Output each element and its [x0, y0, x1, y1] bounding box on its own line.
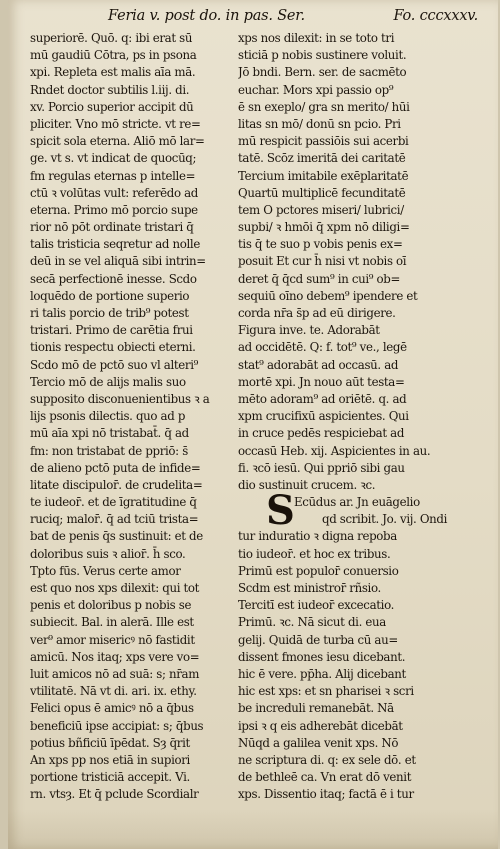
text-line-content: in cruce pedēs respiciebat ad	[238, 426, 405, 441]
running-header	[108, 8, 478, 28]
text-line	[238, 271, 452, 288]
text-line	[30, 477, 236, 494]
text-line-content: occasū Heb. xij. Aspicientes in au.	[238, 443, 431, 458]
text-line	[30, 700, 236, 717]
text-line-content: An xps pp nos etiā in supiori	[30, 752, 190, 767]
text-line-content: lijs psonis dilectis. quo ad p	[30, 409, 186, 424]
text-line-content: est quo nos xps dilexit: qui tot	[30, 581, 200, 595]
text-line-content: Nūqd a galilea venit xps. Nō	[238, 735, 399, 750]
text-line-content: spicit sola eterna. Aliō mō lar=	[30, 134, 205, 149]
text-line	[238, 64, 452, 81]
text-line-content: rior nō pōt ordinate tristari q̄	[30, 220, 194, 235]
text-line-content: hic ē vere. pp̄ha. Alij dicebant	[238, 666, 406, 681]
text-line-content: eterna. Primo mō porcio supe	[30, 202, 198, 217]
text-line-content: be increduli remanebāt. Nā	[238, 701, 394, 716]
text-line	[238, 116, 452, 133]
drop-cap-initial: S	[266, 487, 295, 535]
text-line-content: xpi. Repleta est malis aīa mā.	[30, 65, 196, 80]
text-line-content: euchar. Mors xpi passio op⁹	[238, 82, 394, 97]
text-line-content: Scdm est ministror̄ rñsio.	[238, 581, 381, 595]
text-line	[30, 374, 236, 391]
text-line	[238, 425, 452, 442]
text-line	[238, 718, 452, 735]
text-line	[30, 460, 236, 477]
right-text-column	[238, 30, 452, 803]
text-line-content: xps nos dilexit: in se toto tri	[238, 31, 395, 45]
text-line	[238, 150, 452, 167]
text-line-content: ruciq; malor̄. q̄ ad tciū trista=	[30, 512, 199, 527]
text-line	[30, 494, 236, 511]
text-line-content: hic est xps: et sn pharisei ꝛ scri	[238, 684, 414, 699]
text-line-content: portione tristiciā accepit. Vi.	[30, 770, 190, 785]
text-line-content: posuit Et cur h̄ nisi vt nobis oī	[238, 254, 407, 269]
text-line-content: rn. vtsȝ. Et q̄ pclude Scordialr	[30, 787, 199, 802]
text-line-content: tatē. Scōz imeritā dei caritatē	[238, 151, 406, 166]
text-line-content: ad occidētē. Q: f. tot⁹ ve., legē	[238, 340, 407, 355]
text-line-content: mū aīa xpi nō tristabat̄. q̄ ad	[30, 426, 189, 441]
text-line-content: Ecūdus ar. Jn euāgelio	[294, 495, 420, 510]
text-line	[238, 82, 452, 99]
text-line-content: fm regulas eternas p intelle=	[30, 168, 196, 183]
text-line-content: dio sustinuit crucem. ꝛc.	[238, 477, 376, 492]
text-line	[238, 408, 452, 425]
text-line	[30, 408, 236, 425]
text-line	[238, 185, 452, 202]
text-line	[30, 614, 236, 631]
text-line-content: Rndet doctor subtilis l.iij. di.	[30, 82, 190, 97]
text-line	[294, 511, 452, 528]
text-line	[238, 339, 452, 356]
text-line-content: loquēdo de portione superio	[30, 288, 190, 303]
text-line-content: mortē xpi. Jn nouo aūt testa=	[238, 374, 405, 389]
text-line	[238, 597, 452, 614]
text-line	[30, 391, 236, 408]
text-line	[238, 305, 452, 322]
text-line-content: ri talis porcio de trib⁹ potest	[30, 306, 189, 320]
text-line	[30, 185, 236, 202]
text-line	[30, 357, 236, 374]
text-line	[238, 357, 452, 374]
text-line-content: secā perfectionē inesse. Scdo	[30, 271, 197, 286]
text-line-content: amicū. Nos itaq; xps vere vo=	[30, 649, 200, 664]
text-line-content: sequiū oīno debem⁹ ipendere et	[238, 288, 418, 303]
text-line-content: fm: non tristabat de ppriō: s̄	[30, 443, 188, 458]
text-line	[238, 322, 452, 339]
text-line-content: talis tristicia seqretur ad nolle	[30, 237, 200, 252]
text-line	[238, 580, 452, 597]
text-line-content: qd scribit. Jo. vij. Ondi	[322, 512, 448, 527]
text-line	[238, 374, 452, 391]
text-line	[238, 236, 452, 253]
text-line-content: ē sn exeplo/ gra sn merito/ hūi	[238, 99, 410, 114]
text-line	[30, 236, 236, 253]
text-line	[238, 632, 452, 649]
text-line	[238, 133, 452, 150]
text-line-content: Felici opus ē amicꝰ nō a q̄bus	[30, 701, 194, 716]
text-line	[30, 511, 236, 528]
text-line	[238, 563, 452, 580]
text-line-content: gelij. Quidā de turba cū au=	[238, 632, 398, 647]
text-line-content: Tercio mō de alijs malis suo	[30, 374, 186, 389]
text-line	[30, 322, 236, 339]
text-line	[30, 30, 236, 47]
text-line-content: superiorē. Quō. q: ibi erat sū	[30, 31, 193, 45]
text-line	[238, 546, 452, 563]
text-line	[30, 271, 236, 288]
text-line-content: pliciter. Vno mō stricte. vt re=	[30, 116, 201, 131]
text-line-content: vtilitatē. Nā vt di. ari. ix. ethy.	[30, 684, 197, 699]
text-line	[238, 614, 452, 631]
text-line	[238, 786, 452, 803]
text-line	[238, 391, 452, 408]
folio-number: Fo. cccxxxv.	[393, 8, 478, 24]
text-line	[30, 752, 236, 769]
text-line	[238, 443, 452, 460]
text-line-content: dissent fmones iesu dicebant.	[238, 649, 406, 664]
text-line-content: luit amicos nō ad suā: s; nr̄am	[30, 666, 200, 681]
text-line-content: ver⁹ amor misericꝰ nō fastidit	[30, 632, 195, 647]
text-line	[238, 683, 452, 700]
text-line	[238, 460, 452, 477]
text-line-content: supposito disconuenientibus ꝛ a	[30, 391, 210, 406]
text-line-content: penis et doloribus p nobis se	[30, 598, 192, 613]
text-line-content: stat⁹ adorabāt ad occasū. ad	[238, 357, 399, 372]
text-line-content: ne scriptura di. q: ex sele dō. et	[238, 752, 416, 767]
text-line	[30, 219, 236, 236]
text-line	[30, 168, 236, 185]
text-line	[30, 253, 236, 270]
text-line-content: mū gaudiū Cōtra, ps in psona	[30, 48, 197, 63]
text-line-content: Jō bndi. Bern. ser. de sacmēto	[238, 65, 407, 80]
left-text-column	[30, 30, 236, 803]
text-line	[238, 168, 452, 185]
text-line	[30, 580, 236, 597]
text-line	[30, 64, 236, 81]
text-line	[30, 649, 236, 666]
text-line	[30, 546, 236, 563]
text-line-content: te iudeor̄. et de īgratitudine q̄	[30, 495, 197, 510]
text-line	[30, 305, 236, 322]
text-line-content: de alieno pctō puta de infide=	[30, 460, 201, 475]
text-line	[238, 477, 452, 494]
text-line-content: beneficiū ipse accipiat: s; q̄bus	[30, 718, 204, 733]
text-line	[238, 649, 452, 666]
text-line	[30, 786, 236, 803]
text-line	[30, 47, 236, 64]
text-line-content: mū respicit passiōis sui acerbi	[238, 134, 409, 149]
text-line	[30, 597, 236, 614]
text-line	[30, 339, 236, 356]
text-line	[238, 288, 452, 305]
text-line-content: Figura inve. te. Adorabāt	[238, 323, 380, 338]
text-line-content: tem O pctores miseri/ lubrici/	[238, 202, 404, 217]
text-line	[30, 150, 236, 167]
text-line	[30, 563, 236, 580]
text-line-content: tur induratio ꝛ digna repoba	[238, 529, 397, 544]
text-line-content: litas sn mō/ donū sn pcio. Pri	[238, 116, 401, 131]
text-line-content: xps. Dissentio itaq; factā ē i tur	[238, 787, 414, 802]
text-line	[30, 116, 236, 133]
text-line-content: tio iudeor̄. et hoc ex tribus.	[238, 546, 391, 561]
text-line-content: ge. vt s. vt indicat de quocūq;	[30, 151, 197, 166]
text-line	[30, 666, 236, 683]
text-line	[30, 632, 236, 649]
text-line-content: ctū ꝛ volūtas vult: referēdo ad	[30, 185, 198, 200]
text-line	[30, 735, 236, 752]
text-line-content: litate discipulor̄. de crudelita=	[30, 477, 203, 492]
page-shadow	[8, 809, 498, 849]
text-line-content: xv. Porcio superior accipit dū	[30, 99, 194, 114]
text-line	[238, 30, 452, 47]
text-line	[30, 425, 236, 442]
text-line	[238, 253, 452, 270]
text-line-content: Tercitī est iudeor̄ excecatio.	[238, 598, 395, 613]
text-line-content: tis q̄ te suo p vobis penis ex=	[238, 237, 403, 252]
text-line-content: Primū. ꝛc. Nā sicut di. eua	[238, 615, 386, 630]
text-line-content: subiecit. Bal. in alerā. Ille est	[30, 615, 194, 630]
text-line	[238, 99, 452, 116]
text-line-content: Primū est populor̄ conuersio	[238, 563, 399, 578]
text-line-content: mēto adoram⁹ ad oriētē. q. ad	[238, 391, 407, 406]
text-line	[238, 666, 452, 683]
text-line	[238, 528, 452, 545]
text-line-content: fi. ꝛcō iesū. Qui ppriō sibi gau	[238, 460, 405, 475]
text-line-content: Scdo mō de pctō suo vl alteri⁹	[30, 357, 199, 372]
text-line	[238, 47, 452, 64]
text-line-content: sticiā p nobis sustinere voluit.	[238, 48, 407, 63]
text-line	[238, 202, 452, 219]
text-line-content: bat de penis q̄s sustinuit: et de	[30, 529, 203, 544]
text-line	[30, 683, 236, 700]
text-line-content: supbi/ ꝛ hmōi q̄ xpm nō diligi=	[238, 220, 410, 235]
text-line	[30, 288, 236, 305]
text-line-content: deret q̄ q̄cd sum⁹ in cui⁹ ob=	[238, 271, 401, 286]
text-line	[30, 99, 236, 116]
text-line	[238, 219, 452, 236]
text-line	[30, 82, 236, 99]
text-line-content: Quartū multiplicē fecunditatē	[238, 185, 406, 200]
running-title: Feria v. post do. in pas. Ser.	[108, 8, 305, 24]
book-page	[8, 0, 498, 849]
text-line-content: xpm crucifixū aspicientes. Qui	[238, 409, 409, 424]
text-line	[30, 202, 236, 219]
text-line	[30, 133, 236, 150]
text-line	[238, 700, 452, 717]
text-line-content: potius bñficiū īpēdat. Sȝ q̄rit	[30, 735, 190, 750]
text-line	[238, 769, 452, 786]
text-line-content: Tpto fūs. Verus certe amor	[30, 563, 181, 578]
text-line	[30, 443, 236, 460]
text-line-content: ipsi ꝛ q eis adherebāt dicebāt	[238, 718, 403, 733]
text-line-content: de bethleē ca. Vn erat dō venit	[238, 770, 412, 785]
text-line	[238, 735, 452, 752]
text-line-content: tristari. Primo de carētia frui	[30, 323, 193, 338]
text-line	[30, 528, 236, 545]
text-line-content: corda nr̄a s̄p ad eū dirigere.	[238, 306, 396, 320]
text-line-content: doloribus suis ꝛ alior̄. h̄ sco.	[30, 546, 186, 561]
text-line-content: tionis respectu obiecti eterni.	[30, 340, 196, 355]
text-line-content: deū in se vel aliquā sibi intrin=	[30, 254, 206, 269]
text-line-content: Tercium imitabile exēplaritatē	[238, 168, 409, 183]
text-line	[30, 769, 236, 786]
text-line	[238, 752, 452, 769]
text-line	[30, 718, 236, 735]
